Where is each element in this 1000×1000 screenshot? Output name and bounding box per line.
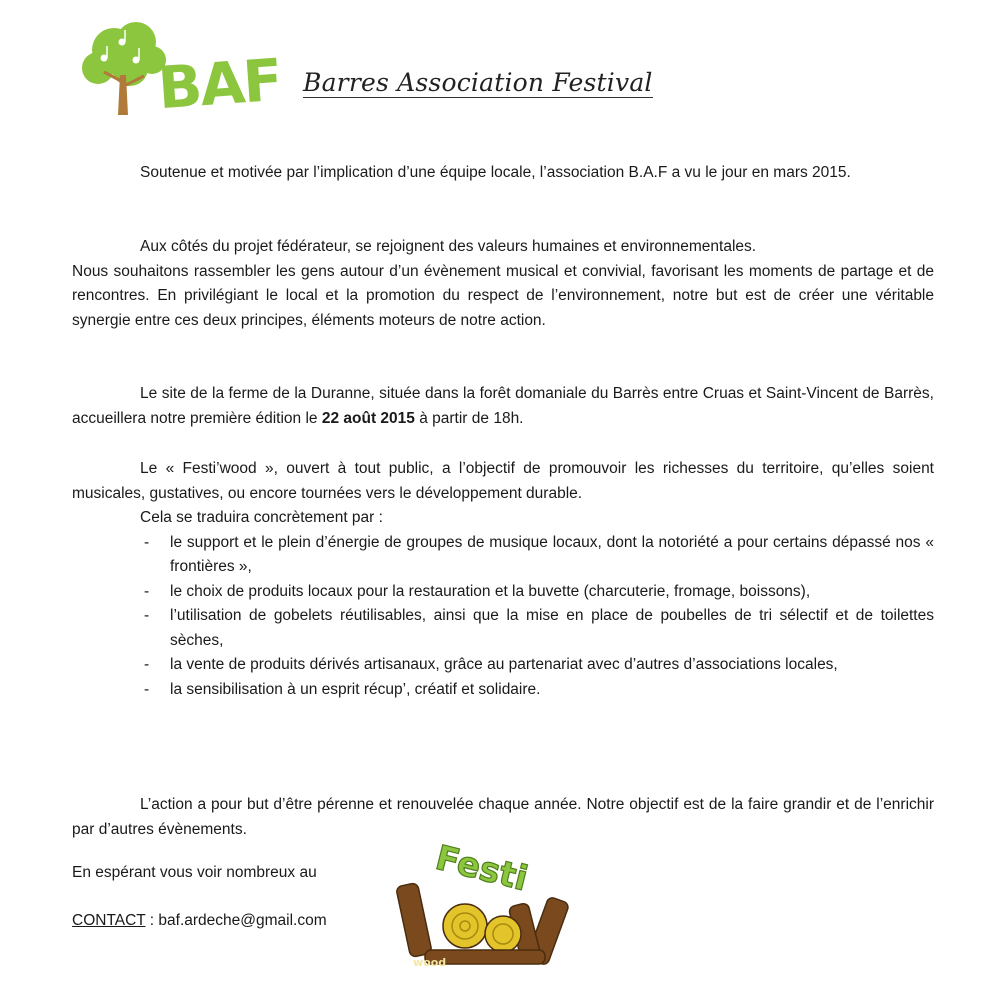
- action-text: L’action a pour but d’être pérenne et renouvelée chaque année. Notre objectif est de la faire grandir et de l’enrichir par d’autres évènements.: [72, 796, 934, 838]
- site-text: [72, 382, 934, 431]
- list-item-text: le support et le plein d’énergie de groupes de musique locaux, dont la notoriété a pour certains dépassé nos « frontières »,: [170, 533, 934, 575]
- site-paragraph: [72, 382, 934, 431]
- list-dash: -: [144, 607, 150, 624]
- action-paragraph: [72, 793, 934, 842]
- list-item: [72, 531, 934, 580]
- list-lead: Cela se traduira concrètement par :: [140, 509, 383, 526]
- list-dash: -: [144, 680, 150, 698]
- festiwood-paragraph: [72, 457, 934, 702]
- organization-title: Barres Association Festival: [303, 68, 653, 97]
- actions-list: [72, 531, 934, 703]
- event-date: 22 août 2015: [321, 409, 415, 427]
- site-text-before: Le site de la ferme de la Duranne, située dans la forêt domaniale du Barrès entre Cruas et Saint-Vincent de Barrès, accueillera notre première édition le: [72, 385, 934, 427]
- list-item-text: l’utilisation de gobelets réutilisables, ainsi que la mise en place de poubelles de tri sélectif et de toilettes sèches,: [170, 607, 934, 649]
- contact-line: [72, 912, 327, 930]
- closing-line: En espérant vous voir nombreux au: [72, 864, 317, 881]
- values-line-2: Nous souhaitons rassembler les gens autour d’un évènement musical et convivial, favorisant les moments de partage et de rencontres. En privilégiant le local et la promotion du respect de l’environnement, notre but est de créer une véritable synergie entre ces deux principes, éléments moteurs de notre action.: [72, 262, 934, 329]
- site-text-after: à partir de 18h.: [414, 409, 524, 427]
- festiwood-logo: [395, 838, 580, 970]
- list-item: [72, 604, 934, 653]
- festiwood-text: Le « Festi’wood », ouvert à tout public, a l’objectif de promouvoir les richesses du territoire, qu’elles soient musicales, gustatives, ou encore tournées vers le développement durable.: [72, 460, 934, 502]
- intro-paragraph: [72, 161, 934, 186]
- list-dash: -: [144, 533, 150, 551]
- intro-text: Soutenue et motivée par l’implication d’une équipe locale, l’association B.A.F a vu le jour en mars 2015.: [140, 164, 851, 181]
- list-item: [72, 653, 934, 678]
- values-paragraph: [72, 235, 934, 333]
- festi-logo-top-word: Festi: [431, 838, 532, 900]
- list-item-text: le choix de produits locaux pour la restauration et la buvette (charcuterie, fromage, boissons),: [170, 582, 811, 600]
- values-line-1: Aux côtés du projet fédérateur, se rejoignent des valeurs humaines et environnementales.: [140, 238, 757, 255]
- list-item: [72, 580, 934, 605]
- list-item-text: la vente de produits dérivés artisanaux, grâce au partenariat avec d’autres d’associations locales,: [170, 656, 838, 673]
- list-item: [72, 678, 934, 703]
- contact-separator: :: [145, 912, 159, 929]
- list-item-text: la sensibilisation à un esprit récup’, créatif et solidaire.: [170, 680, 541, 698]
- contact-email[interactable]: baf.ardeche@gmail.com: [158, 912, 327, 929]
- festi-logo-bottom-word: wood: [413, 956, 447, 969]
- list-dash: -: [144, 582, 150, 600]
- baf-logo-letters: BAF: [155, 45, 283, 123]
- contact-label: CONTACT: [72, 912, 146, 929]
- list-dash: -: [144, 656, 150, 673]
